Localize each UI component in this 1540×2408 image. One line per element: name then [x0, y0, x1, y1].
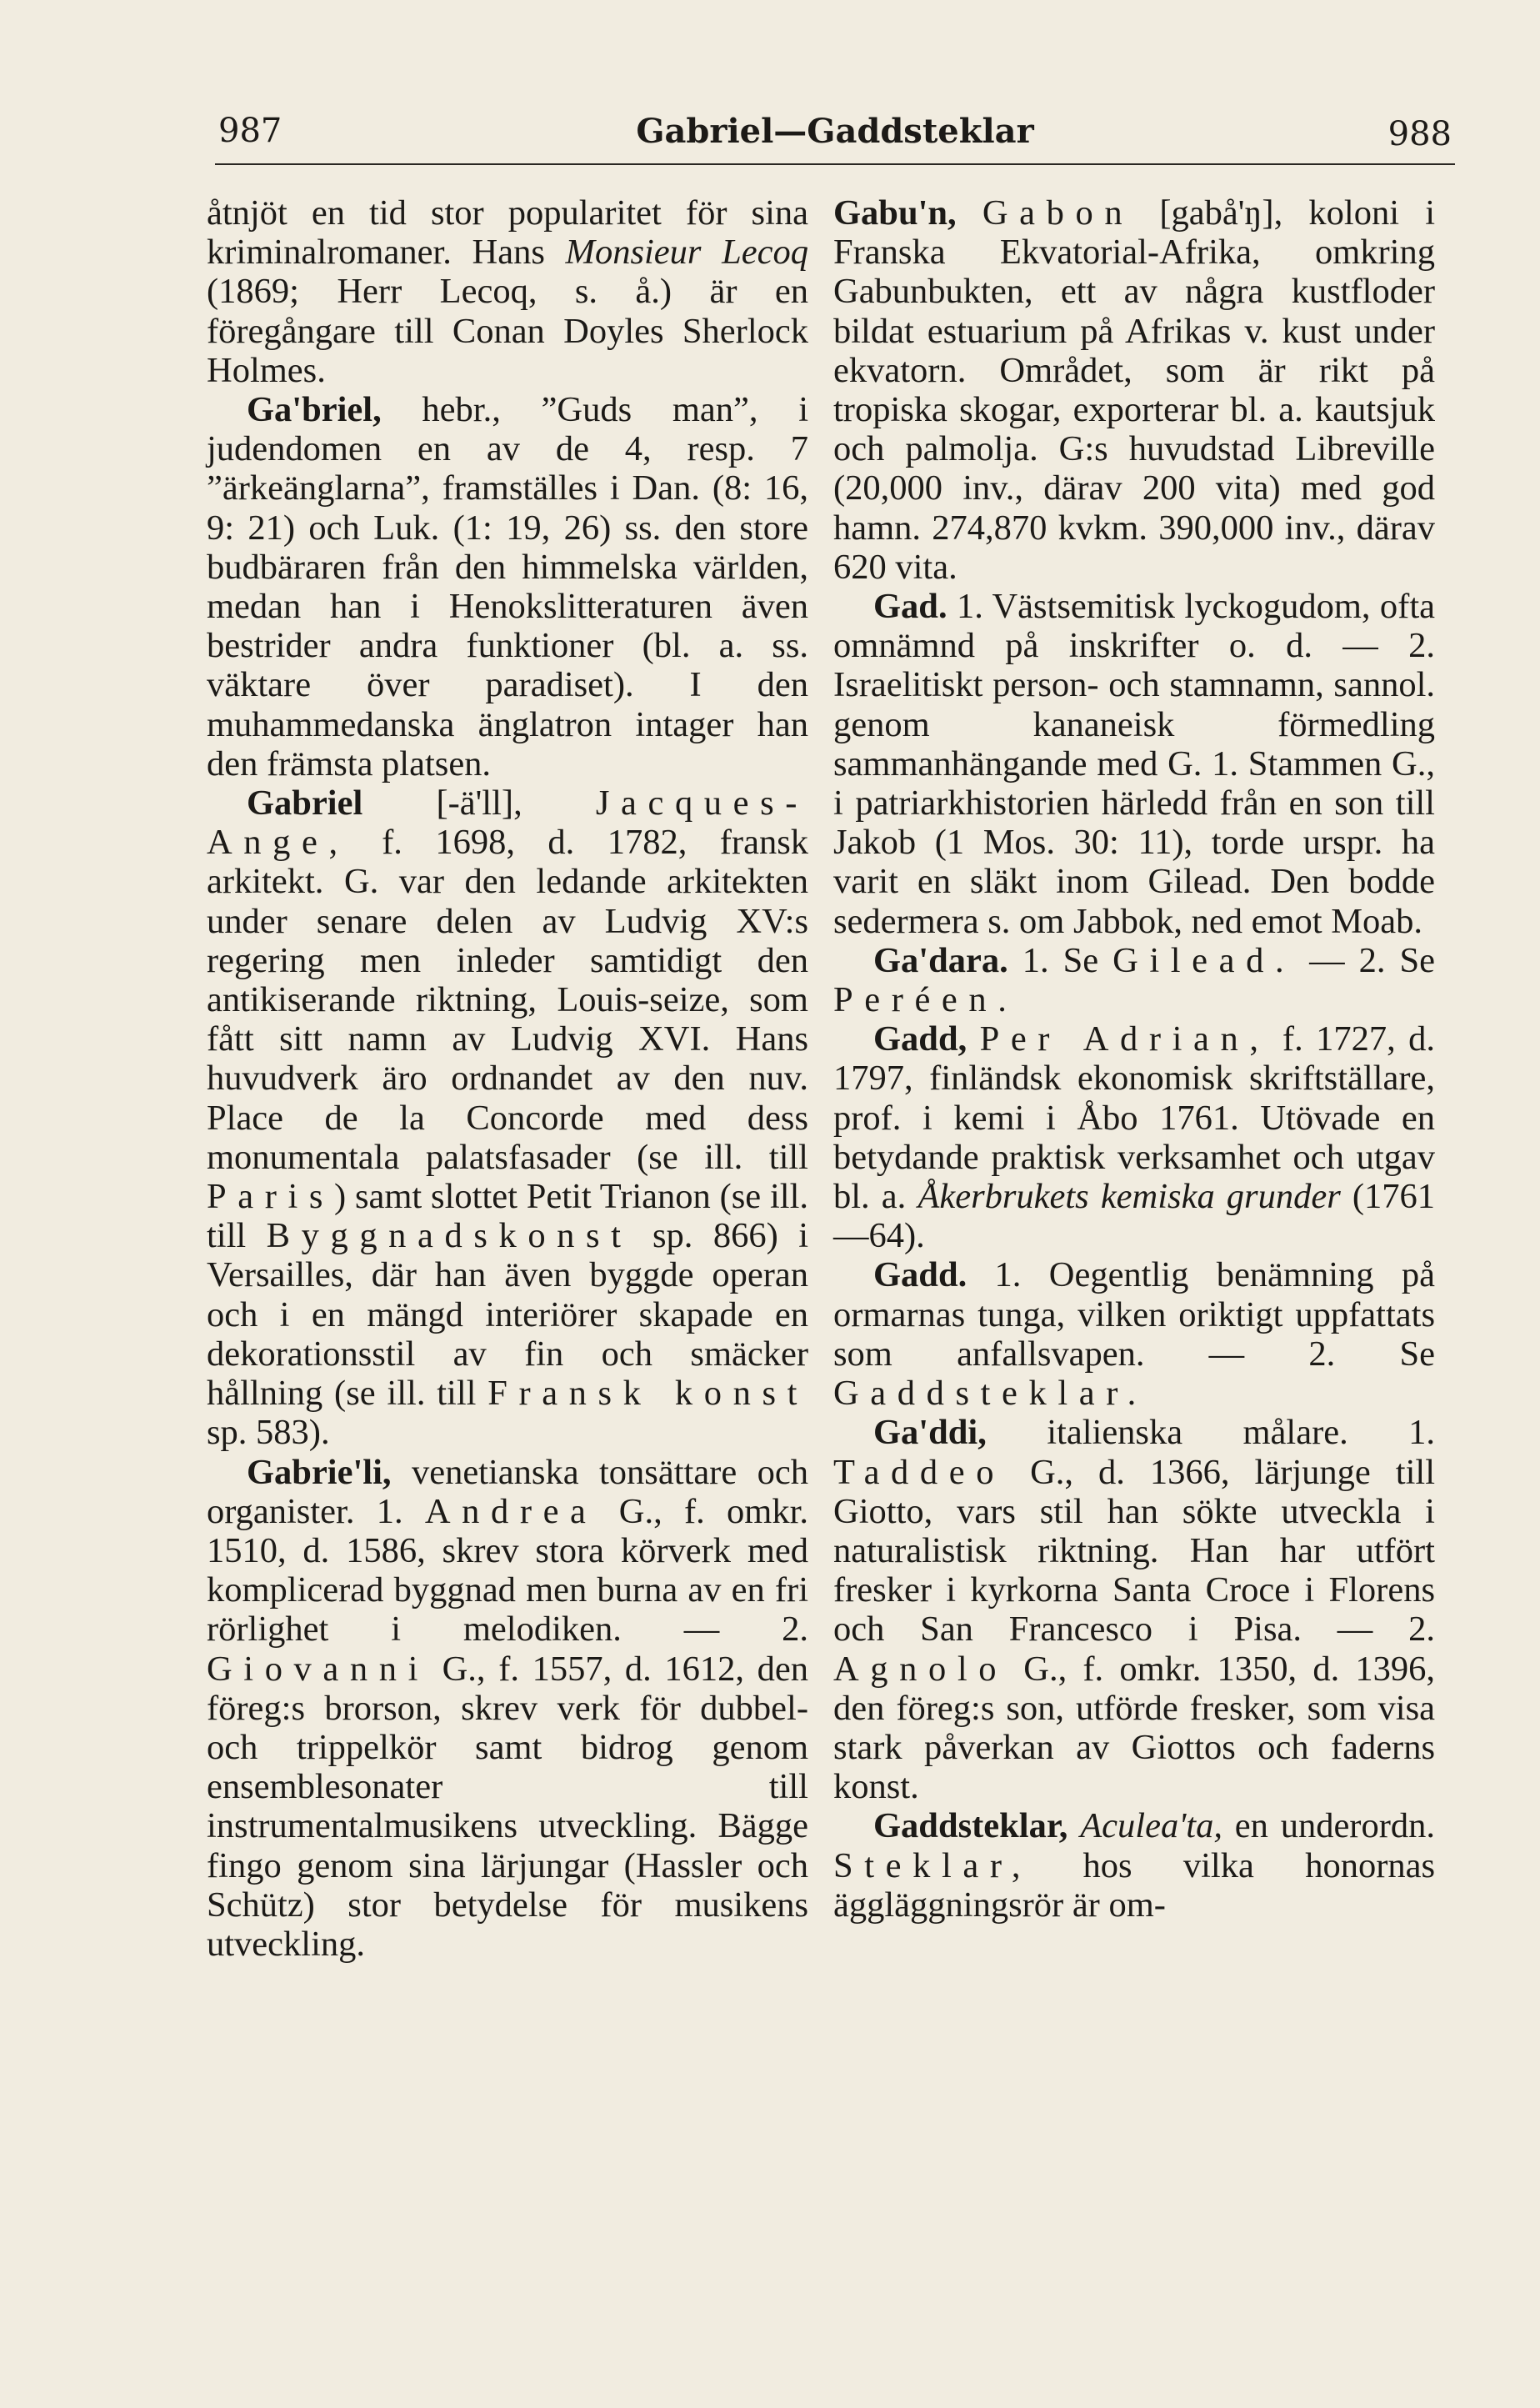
headword: Gaddsteklar, — [873, 1806, 1068, 1846]
cross-reference: Paris — [207, 1177, 334, 1217]
entry-gabun: Gabu'n, Gabon [gabå'ŋ], koloni i Franska Ekvatorial-Afrika, omkring Gabunbukten, ett av några kustfloder bildat estuarium på Afrikas v. kust under ekvatorn. Området, som är rikt på tropiska skogar, exporterar bl. a. kautsjuk och palmolja. G:s huvudstad Libreville (20,000 inv., därav 200 vita) med god hamn. 274,870 kvkm. 390,000 inv., därav 620 vita. — [833, 193, 1436, 587]
right-column — [833, 193, 1435, 1925]
cross-reference: Peréen. — [833, 980, 1018, 1020]
entry-gabriel-angel: Ga'briel, hebr., ”Guds man”, i judendomen en av de 4, resp. 7 ”ärkeänglarna”, framställes i Dan. (8: 16, 9: 21) och Luk. (1: 19, 26) ss. den store budbäraren från den himmelska världen, medan han i Henokslitteraturen även bestrider andra funktioner (bl. a. ss. väktare över paradiset). I den muhammedanska änglatron intager han den främsta platsen. — [207, 390, 808, 783]
entry-gad: Gad. 1. Västsemitisk lyckogudom, ofta omnämnd på inskrifter o. d. — 2. Israelitiskt person- och stamnamn, sannol. genom kananeisk förmedling sammanhängande med G. 1. Stammen G., i patriarkhistorien härledd från en son till Jakob (1 Mos. 30: 11), torde urspr. ha varit en släkt inom Gilead. Den bodde sedermera s. om Jabbok, ned emot Moab. — [833, 587, 1435, 941]
spaced-name: Andrea — [424, 1491, 598, 1531]
left-column — [207, 193, 808, 1964]
headword: Ga'briel, — [247, 390, 382, 430]
header-rule — [215, 163, 1455, 165]
headword: Gad. — [873, 587, 948, 627]
page-header — [218, 107, 1452, 158]
entry-gaddsteklar: Gaddsteklar, Aculea'ta, en underordn. Steklar, hos vilka honornas äggläggningsrör är om- — [833, 1806, 1435, 1925]
headword: Gadd, — [873, 1019, 968, 1059]
entry-gadara: Ga'dara. 1. Se Gilead. — 2. Se Peréen. — [833, 940, 1436, 1020]
spaced-name: Gabon — [982, 193, 1134, 233]
running-title: Gabriel—Gaddsteklar — [636, 112, 1034, 151]
entry-gabriel-architect: Gabriel [-ä'll], Jacques-Ange, f. 1698, d. 1782, fransk arkitekt. G. var den ledande arkitekten under senare delen av Ludvig XV:s regering men inleder samtidigt den antikiserande riktning, Louis-seize, som fått sitt namn av Ludvig XVI. Hans huvudverk äro ordnandet av den nuv. Place de la Concorde med dess monumentala palatsfasader (se ill. till Paris) samt slottet Petit Trianon (se ill. till Byggnadskonst sp. 866) i Versailles, där han även byggde operan och i en mängd interiörer skapade en dekorationsstil av fin och smäcker hållning (se ill. till Fransk konst sp. 583). — [207, 783, 809, 1453]
headword: Gabrie'li, — [247, 1452, 392, 1492]
entry-gaddi: Ga'ddi, italienska målare. 1. Taddeo G., d. 1366, lärjunge till Giotto, vars stil han sökte utveckla i naturalistisk riktning. Han har utfört fresker i kyrkorna Santa Croce i Florens och San Francesco i Pisa. — 2. Agnolo G., f. omkr. 1350, d. 1396, den föreg:s son, utförde fresker, som visa stark påverkan av Giottos och faderns konst. — [833, 1413, 1435, 1807]
italic-title: Åkerbrukets kemiska grunder — [918, 1177, 1341, 1217]
spaced-name: Giovanni — [207, 1649, 429, 1689]
entry-gadd-per-adrian: Gadd, Per Adrian, f. 1727, d. 1797, finländsk ekonomisk skriftställare, prof. i kemi i Åbo 1761. Utövade en betydande praktisk verksamhet och utgav bl. a. Åkerbrukets kemiska grunder (1761—64). — [833, 1019, 1436, 1256]
spaced-name: Per Adrian, — [979, 1019, 1270, 1059]
entry-gabrieli: Gabrie'li, venetianska tonsättare och organister. 1. Andrea G., f. omkr. 1510, d. 1586, skrev stora körverk med komplicerad byggnad men burna av en fri rörlighet i melodiken. — 2. Giovanni G., f. 1557, d. 1612, den föreg:s brorson, skrev verk för dubbel- och trippelkör samt bidrog genom ensemblesonater till instrumentalmusikens utveckling. Bägge fingo genom sina lärjungar (Hassler och Schütz) stor betydelse för musikens utveckling. — [207, 1452, 809, 1964]
headword: Ga'ddi, — [873, 1413, 987, 1453]
entry-gadd: Gadd. 1. Oegentlig benämning på ormarnas tunga, vilken oriktigt uppfattats som anfallsvapen. — 2. Se Gaddsteklar. — [833, 1255, 1435, 1414]
page-number-right: 988 — [1388, 115, 1452, 153]
page-number-left: 987 — [218, 112, 282, 150]
cross-reference: Fransk konst — [488, 1374, 808, 1414]
spaced-name: Agnolo — [833, 1649, 1008, 1689]
spaced-name: Jacques-Ange, — [207, 783, 808, 863]
cross-reference: Gaddsteklar. — [833, 1374, 1148, 1414]
cross-reference: Gilead. — [1112, 940, 1296, 980]
entry-continued-text: åtnjöt en tid stor popularitet för sina kriminalromaner. Hans Monsieur Lecoq (1869; Herr Lecoq, s. å.) är en föregångare till Conan Doyles Sherlock Holmes. — [207, 193, 808, 390]
cross-reference: Byggnadskonst — [266, 1216, 632, 1256]
headword: Gadd. — [873, 1255, 968, 1295]
cross-reference: Steklar, — [833, 1845, 1032, 1885]
headword: Ga'dara. — [873, 940, 1008, 980]
headword: Gabu'n, — [833, 193, 957, 233]
italic-title: Monsieur Lecoq — [565, 233, 808, 273]
headword: Gabriel — [247, 783, 363, 824]
italic-term: Aculea'ta, — [1080, 1806, 1222, 1846]
spaced-name: Taddeo — [833, 1452, 1006, 1492]
